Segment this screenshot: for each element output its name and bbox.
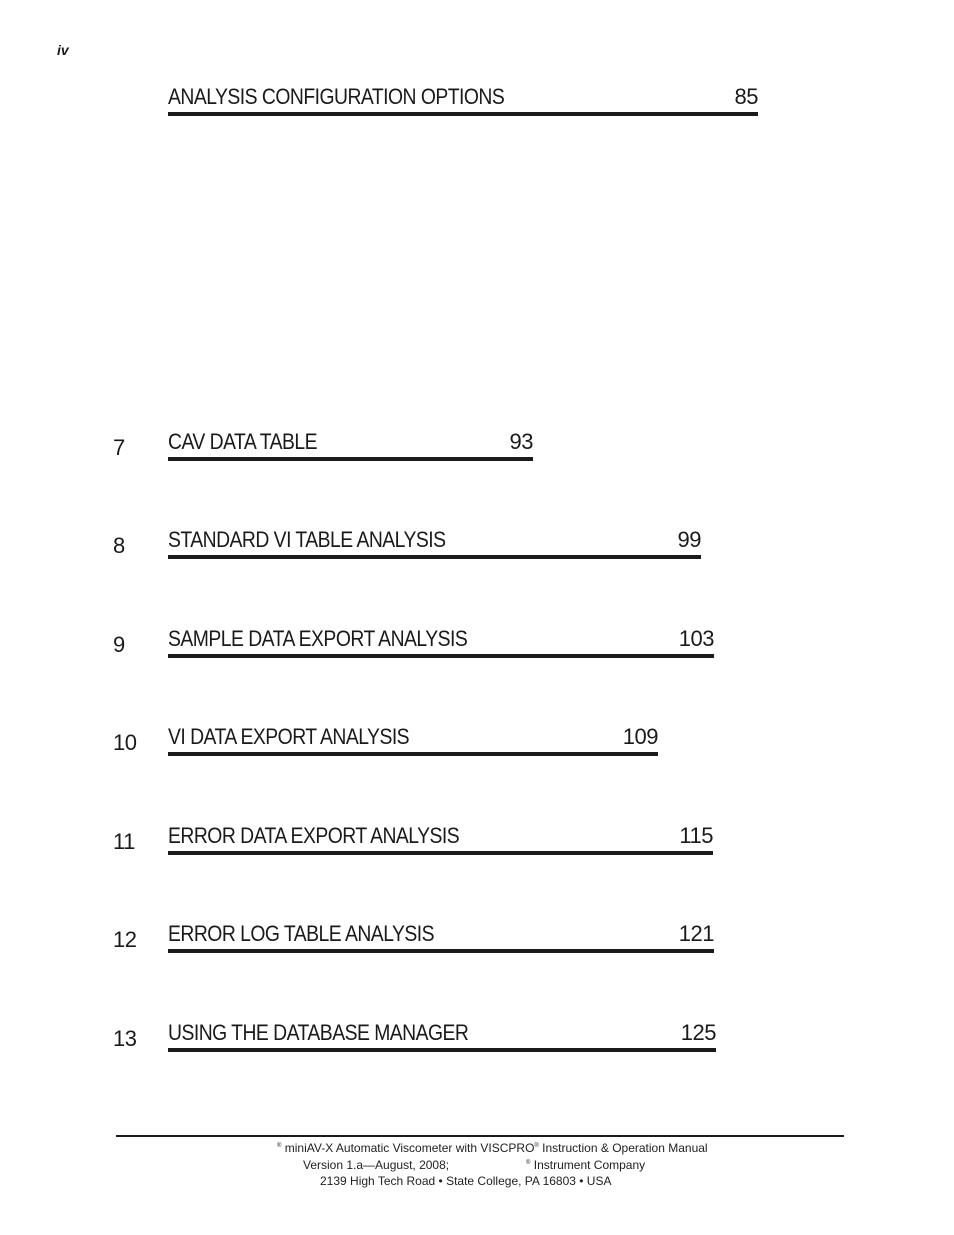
footer-company-name: Instrument Company bbox=[533, 1158, 646, 1172]
toc-chapter-number: 7 bbox=[113, 435, 125, 460]
toc-entry-bar bbox=[168, 1016, 716, 1052]
toc-entry-bar bbox=[168, 425, 533, 461]
registered-mark: ® bbox=[277, 1143, 282, 1149]
toc-entry-bar bbox=[168, 622, 714, 658]
toc-entry-page: 93 bbox=[509, 429, 533, 454]
footer-line-2 bbox=[303, 1158, 449, 1172]
toc-entry-page: 85 bbox=[734, 84, 758, 109]
toc-entry-title: VI DATA EXPORT ANALYSIS bbox=[168, 724, 410, 749]
toc-entry-page: 99 bbox=[677, 527, 701, 552]
toc-entry-bar bbox=[168, 720, 658, 756]
toc-entry-page: 103 bbox=[678, 626, 714, 651]
footer-line-1 bbox=[277, 1141, 708, 1155]
toc-entry-title: USING THE DATABASE MANAGER bbox=[168, 1020, 469, 1045]
toc-chapter-number: 11 bbox=[113, 829, 135, 854]
footer-company bbox=[526, 1158, 645, 1172]
registered-mark: ® bbox=[526, 1160, 531, 1166]
toc-entry-bar bbox=[168, 819, 713, 855]
toc-entry-bar bbox=[168, 917, 714, 953]
toc-entry-bar bbox=[168, 80, 758, 116]
toc-entry-page: 121 bbox=[678, 921, 714, 946]
toc-entry-title: ERROR DATA EXPORT ANALYSIS bbox=[168, 823, 460, 848]
footer-manual: Instruction & Operation Manual bbox=[542, 1141, 708, 1155]
toc-entry-title: SAMPLE DATA EXPORT ANALYSIS bbox=[168, 626, 468, 651]
footer-rule bbox=[116, 1135, 844, 1137]
page-number-label: iv bbox=[57, 42, 69, 58]
footer-product: miniAV-X Automatic Viscometer with VISCPRO bbox=[284, 1141, 535, 1155]
footer-address: 2139 High Tech Road • State College, PA 16803 • USA bbox=[320, 1174, 612, 1188]
toc-chapter-number: 8 bbox=[113, 533, 125, 558]
toc-entry-page: 125 bbox=[680, 1020, 716, 1045]
toc-entry-page: 109 bbox=[622, 724, 658, 749]
toc-entry-page: 115 bbox=[679, 823, 713, 848]
toc-chapter-number: 10 bbox=[113, 730, 137, 755]
toc-entry-title: CAV DATA TABLE bbox=[168, 429, 317, 454]
toc-chapter-number: 13 bbox=[113, 1026, 137, 1051]
registered-mark: ® bbox=[534, 1143, 539, 1149]
footer-version: Version 1.a—August, 2008; bbox=[303, 1158, 450, 1172]
toc-chapter-number: 9 bbox=[113, 632, 125, 657]
toc-entry-title: STANDARD VI TABLE ANALYSIS bbox=[168, 527, 446, 552]
toc-chapter-number: 12 bbox=[113, 927, 137, 952]
toc-entry-bar bbox=[168, 523, 701, 559]
toc-entry-title: ERROR LOG TABLE ANALYSIS bbox=[168, 921, 435, 946]
toc-entry-title: ANALYSIS CONFIGURATION OPTIONS bbox=[168, 84, 505, 109]
